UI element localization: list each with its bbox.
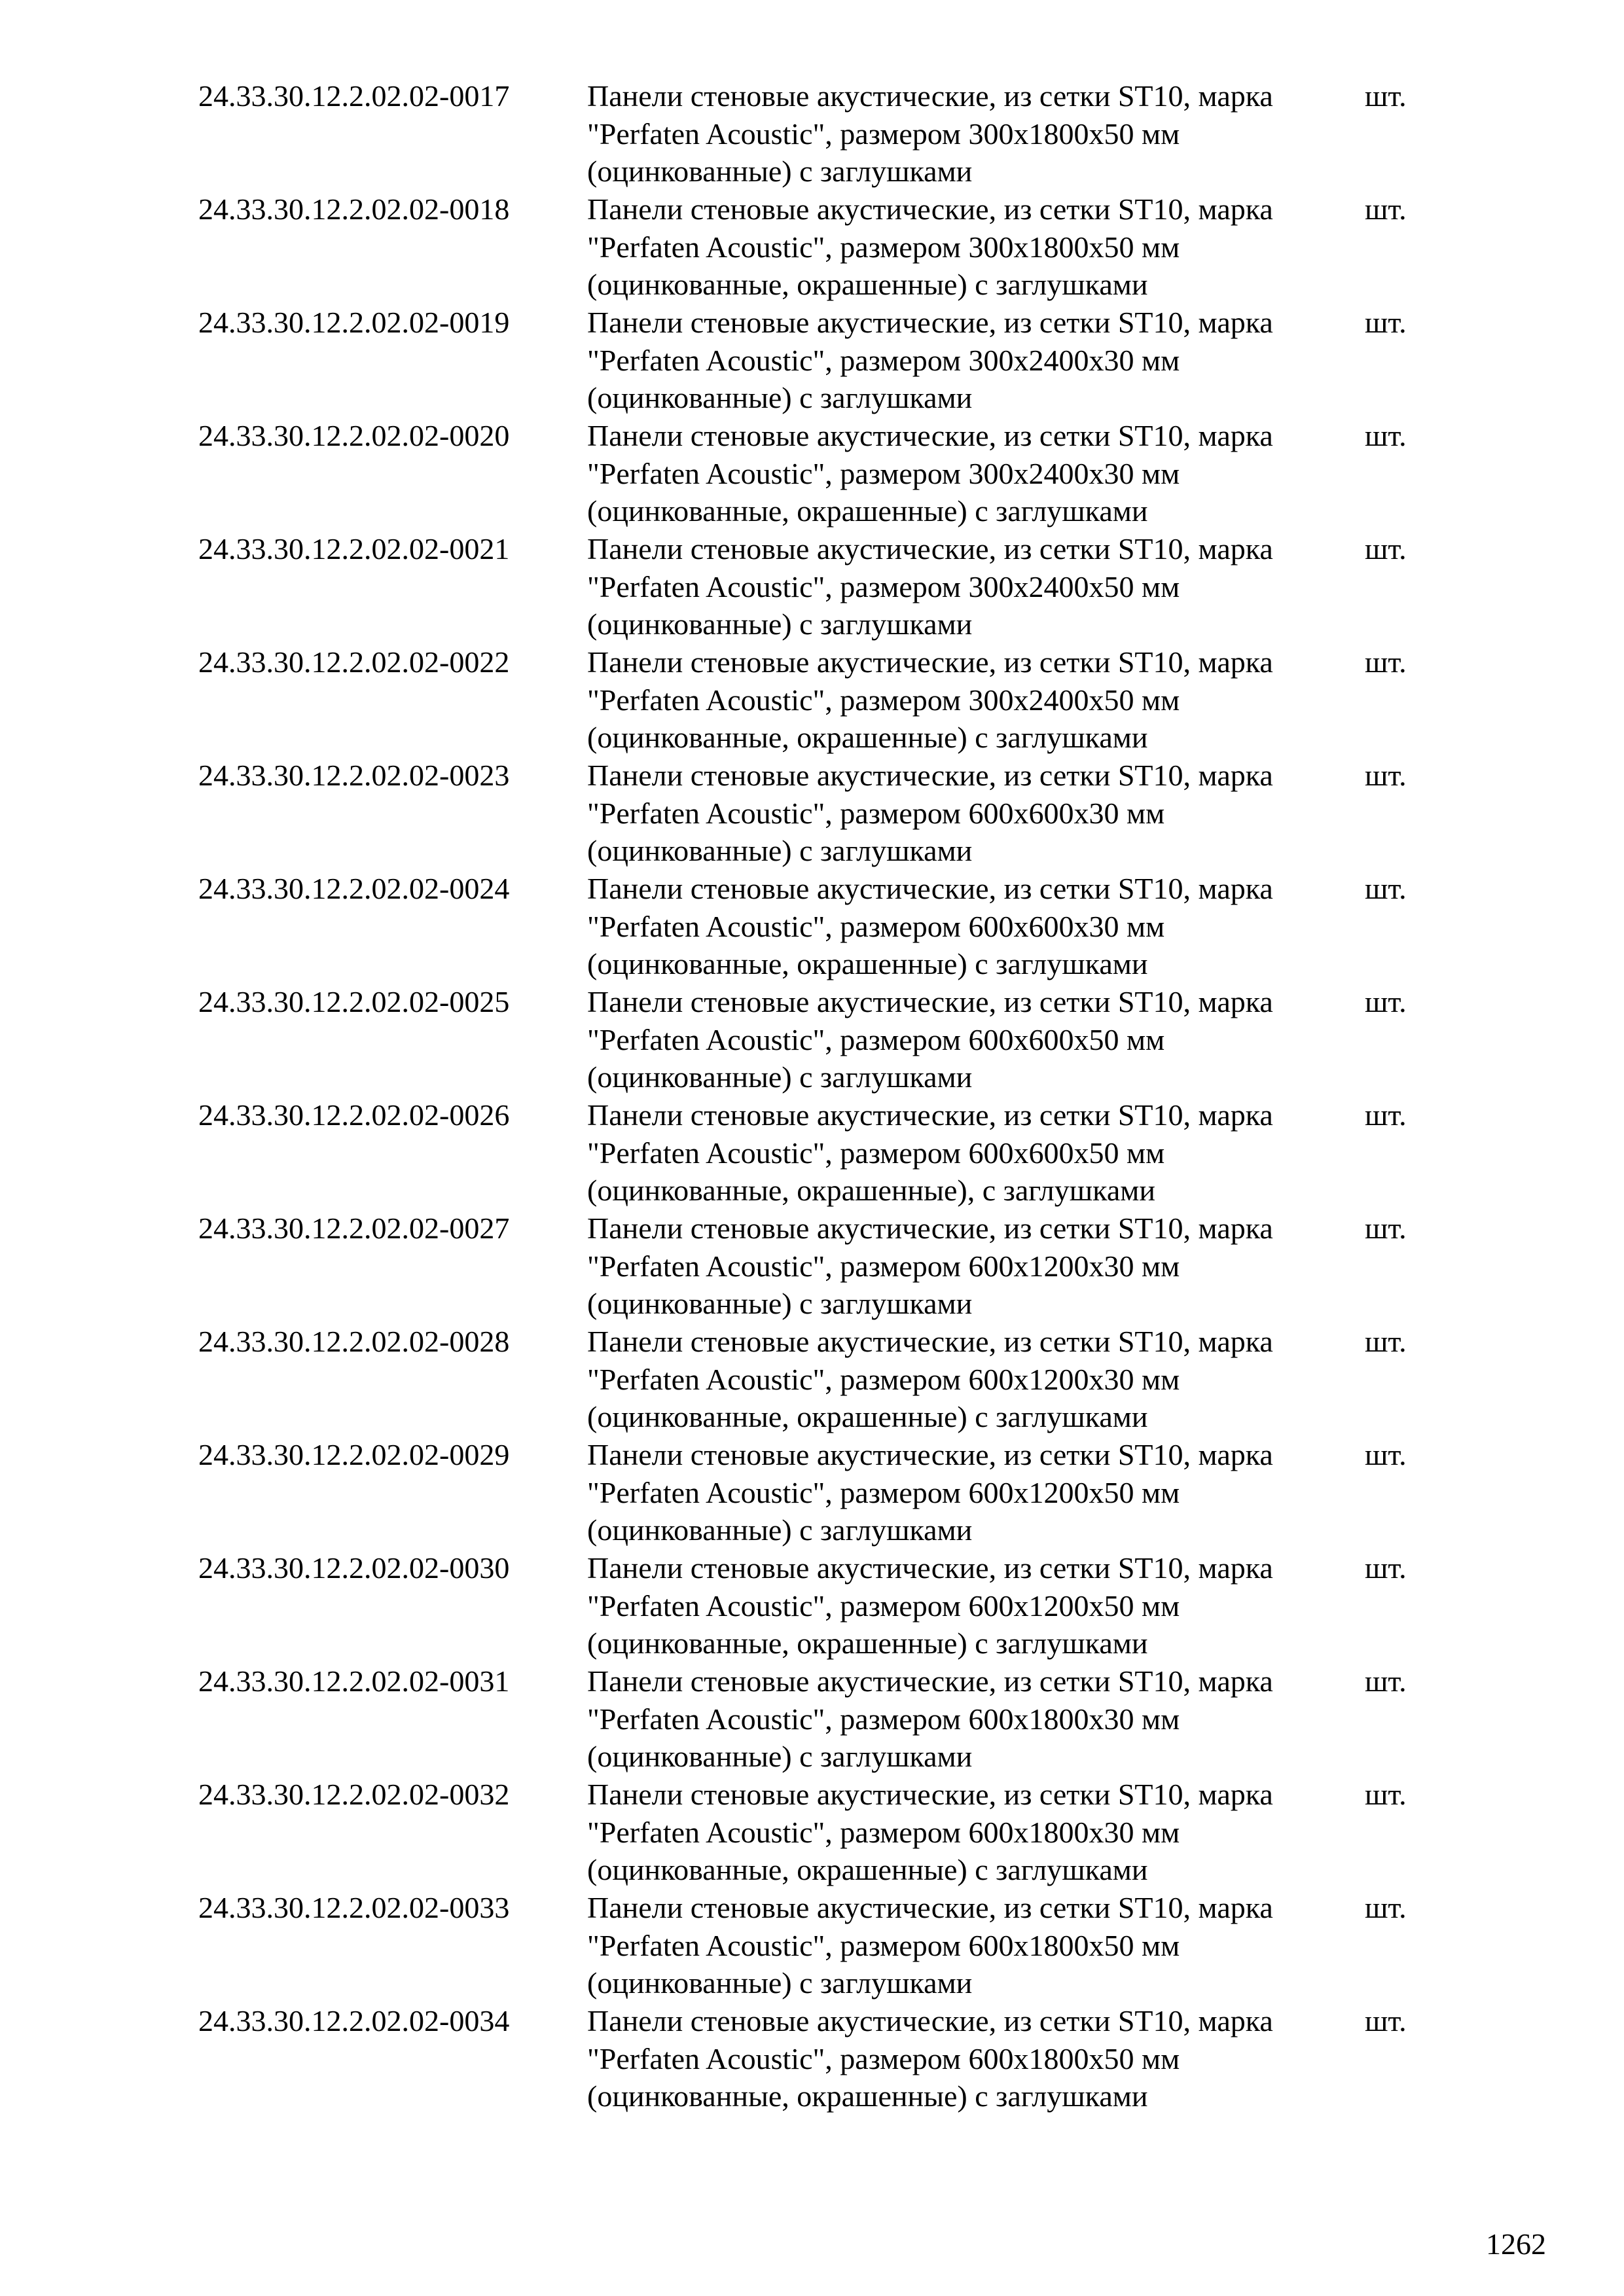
item-description	[587, 530, 1353, 643]
item-unit: шт.	[1365, 985, 1407, 1018]
description-line: "Perfaten Acoustic", размером 600x600x50 мм	[587, 1136, 1165, 1170]
description-line: (оцинкованные, окрашенные) с заглушками	[587, 2079, 1148, 2113]
description-line: "Perfaten Acoustic", размером 600x600x50 мм	[587, 1022, 1165, 1056]
item-code: 24.33.30.12.2.02.02-0034	[198, 2004, 510, 2037]
table-row	[0, 1096, 1624, 1210]
table-row	[0, 417, 1624, 530]
description-line: (оцинкованные) с заглушками	[587, 834, 973, 867]
item-unit: шт.	[1365, 1438, 1407, 1471]
description-line: Панели стеновые акустические, из сетки ST10, марка	[587, 1551, 1273, 1585]
table-row	[0, 870, 1624, 983]
item-description	[587, 2002, 1353, 2115]
item-unit: шт.	[1365, 1211, 1407, 1245]
item-code: 24.33.30.12.2.02.02-0031	[198, 1664, 510, 1698]
item-description	[587, 1662, 1353, 1776]
description-line: "Perfaten Acoustic", размером 600x1800x30 мм	[587, 1702, 1180, 1736]
item-description	[587, 870, 1353, 983]
item-code: 24.33.30.12.2.02.02-0022	[198, 645, 510, 679]
description-line: Панели стеновые акустические, из сетки ST10, марка	[587, 532, 1273, 565]
description-line: "Perfaten Acoustic", размером 300x2400x30 мм	[587, 456, 1180, 490]
description-line: Панели стеновые акустические, из сетки ST10, марка	[587, 1891, 1273, 1924]
table-row	[0, 2002, 1624, 2115]
description-line: Панели стеновые акустические, из сетки ST10, марка	[587, 1778, 1273, 1811]
page-number: 1262	[1486, 2227, 1546, 2261]
resource-table	[0, 77, 1624, 2115]
item-description	[587, 1436, 1353, 1549]
item-code: 24.33.30.12.2.02.02-0017	[198, 79, 510, 113]
description-line: Панели стеновые акустические, из сетки ST10, марка	[587, 192, 1273, 226]
item-description	[587, 1776, 1353, 1889]
item-unit: шт.	[1365, 1325, 1407, 1358]
item-unit: шт.	[1365, 645, 1407, 679]
description-line: "Perfaten Acoustic", размером 600x1200x30 мм	[587, 1249, 1180, 1283]
table-row	[0, 1323, 1624, 1436]
description-line: (оцинкованные, окрашенные) с заглушками	[587, 1853, 1148, 1886]
description-line: "Perfaten Acoustic", размером 300x1800x50 мм	[587, 230, 1180, 264]
description-line: "Perfaten Acoustic", размером 600x1800x50 мм	[587, 2041, 1180, 2075]
item-code: 24.33.30.12.2.02.02-0025	[198, 985, 510, 1018]
description-line: (оцинкованные) с заглушками	[587, 154, 973, 188]
item-unit: шт.	[1365, 1098, 1407, 1132]
description-line: (оцинкованные) с заглушками	[587, 1287, 973, 1320]
description-line: (оцинкованные) с заглушками	[587, 1740, 973, 1773]
item-description	[587, 983, 1353, 1096]
table-row	[0, 530, 1624, 643]
description-line: "Perfaten Acoustic", размером 300x1800x50 мм	[587, 117, 1180, 151]
description-line: Панели стеновые акустические, из сетки ST10, марка	[587, 1438, 1273, 1471]
item-unit: шт.	[1365, 759, 1407, 792]
item-unit: шт.	[1365, 532, 1407, 565]
item-unit: шт.	[1365, 1778, 1407, 1811]
table-row	[0, 304, 1624, 417]
item-unit: шт.	[1365, 79, 1407, 113]
description-line: Панели стеновые акустические, из сетки ST10, марка	[587, 1211, 1273, 1245]
description-line: Панели стеновые акустические, из сетки ST10, марка	[587, 306, 1273, 339]
table-row	[0, 77, 1624, 190]
item-description	[587, 1549, 1353, 1662]
table-row	[0, 1210, 1624, 1323]
item-description	[587, 1210, 1353, 1323]
description-line: (оцинкованные) с заглушками	[587, 1966, 973, 2000]
table-row	[0, 1889, 1624, 2002]
description-line: (оцинкованные, окрашенные) с заглушками	[587, 268, 1148, 301]
table-row	[0, 1549, 1624, 1662]
description-line: Панели стеновые акустические, из сетки ST10, марка	[587, 79, 1273, 113]
description-line: "Perfaten Acoustic", размером 300x2400x50 мм	[587, 569, 1180, 603]
item-unit: шт.	[1365, 1664, 1407, 1698]
item-unit: шт.	[1365, 1551, 1407, 1585]
description-line: (оцинкованные) с заглушками	[587, 607, 973, 641]
table-row	[0, 983, 1624, 1096]
description-line: Панели стеновые акустические, из сетки ST10, марка	[587, 872, 1273, 905]
description-line: (оцинкованные) с заглушками	[587, 1513, 973, 1547]
description-line: Панели стеновые акустические, из сетки ST10, марка	[587, 2004, 1273, 2037]
item-description	[587, 643, 1353, 757]
description-line: Панели стеновые акустические, из сетки ST10, марка	[587, 1098, 1273, 1132]
item-code: 24.33.30.12.2.02.02-0030	[198, 1551, 510, 1585]
item-unit: шт.	[1365, 419, 1407, 452]
description-line: Панели стеновые акустические, из сетки ST10, марка	[587, 1325, 1273, 1358]
item-code: 24.33.30.12.2.02.02-0028	[198, 1325, 510, 1358]
item-unit: шт.	[1365, 1891, 1407, 1924]
description-line: (оцинкованные) с заглушками	[587, 381, 973, 414]
description-line: "Perfaten Acoustic", размером 600x1800x30 мм	[587, 1815, 1180, 1849]
description-line: "Perfaten Acoustic", размером 600x1200x30 мм	[587, 1362, 1180, 1396]
description-line: Панели стеновые акустические, из сетки ST10, марка	[587, 759, 1273, 792]
description-line: Панели стеновые акустические, из сетки ST10, марка	[587, 1664, 1273, 1698]
item-description	[587, 417, 1353, 530]
description-line: "Perfaten Acoustic", размером 600x1200x50 мм	[587, 1588, 1180, 1623]
item-code: 24.33.30.12.2.02.02-0021	[198, 532, 510, 565]
item-code: 24.33.30.12.2.02.02-0032	[198, 1778, 510, 1811]
description-line: "Perfaten Acoustic", размером 600x600x30 мм	[587, 909, 1165, 943]
item-description	[587, 757, 1353, 870]
table-row	[0, 1436, 1624, 1549]
item-description	[587, 1323, 1353, 1436]
item-code: 24.33.30.12.2.02.02-0019	[198, 306, 510, 339]
table-row	[0, 1776, 1624, 1889]
item-code: 24.33.30.12.2.02.02-0023	[198, 759, 510, 792]
description-line: (оцинкованные, окрашенные) с заглушками	[587, 947, 1148, 980]
description-line: (оцинкованные, окрашенные) с заглушками	[587, 721, 1148, 754]
description-line: (оцинкованные) с заглушками	[587, 1060, 973, 1094]
description-line: (оцинкованные, окрашенные) с заглушками	[587, 494, 1148, 528]
description-line: "Perfaten Acoustic", размером 600x1200x50 мм	[587, 1475, 1180, 1509]
item-description	[587, 1889, 1353, 2002]
item-description	[587, 77, 1353, 190]
item-code: 24.33.30.12.2.02.02-0029	[198, 1438, 510, 1471]
item-code: 24.33.30.12.2.02.02-0027	[198, 1211, 510, 1245]
description-line: Панели стеновые акустические, из сетки ST10, марка	[587, 985, 1273, 1018]
item-code: 24.33.30.12.2.02.02-0026	[198, 1098, 510, 1132]
item-unit: шт.	[1365, 2004, 1407, 2037]
item-code: 24.33.30.12.2.02.02-0020	[198, 419, 510, 452]
item-code: 24.33.30.12.2.02.02-0024	[198, 872, 510, 905]
item-description	[587, 1096, 1353, 1210]
item-code: 24.33.30.12.2.02.02-0033	[198, 1891, 510, 1924]
description-line: Панели стеновые акустические, из сетки ST10, марка	[587, 645, 1273, 679]
item-description	[587, 190, 1353, 304]
description-line: Панели стеновые акустические, из сетки ST10, марка	[587, 419, 1273, 452]
item-unit: шт.	[1365, 306, 1407, 339]
item-unit: шт.	[1365, 192, 1407, 226]
item-code: 24.33.30.12.2.02.02-0018	[198, 192, 510, 226]
description-line: "Perfaten Acoustic", размером 600x1800x50 мм	[587, 1928, 1180, 1962]
table-row	[0, 643, 1624, 757]
description-line: "Perfaten Acoustic", размером 300x2400x30 мм	[587, 343, 1180, 377]
table-row	[0, 190, 1624, 304]
description-line: (оцинкованные, окрашенные) с заглушками	[587, 1626, 1148, 1660]
description-line: (оцинкованные, окрашенные) с заглушками	[587, 1400, 1148, 1433]
description-line: "Perfaten Acoustic", размером 300x2400x50 мм	[587, 683, 1180, 717]
table-row	[0, 757, 1624, 870]
description-line: (оцинкованные, окрашенные), с заглушками	[587, 1174, 1155, 1207]
description-line: "Perfaten Acoustic", размером 600x600x30 мм	[587, 796, 1165, 830]
item-description	[587, 304, 1353, 417]
item-unit: шт.	[1365, 872, 1407, 905]
table-row	[0, 1662, 1624, 1776]
